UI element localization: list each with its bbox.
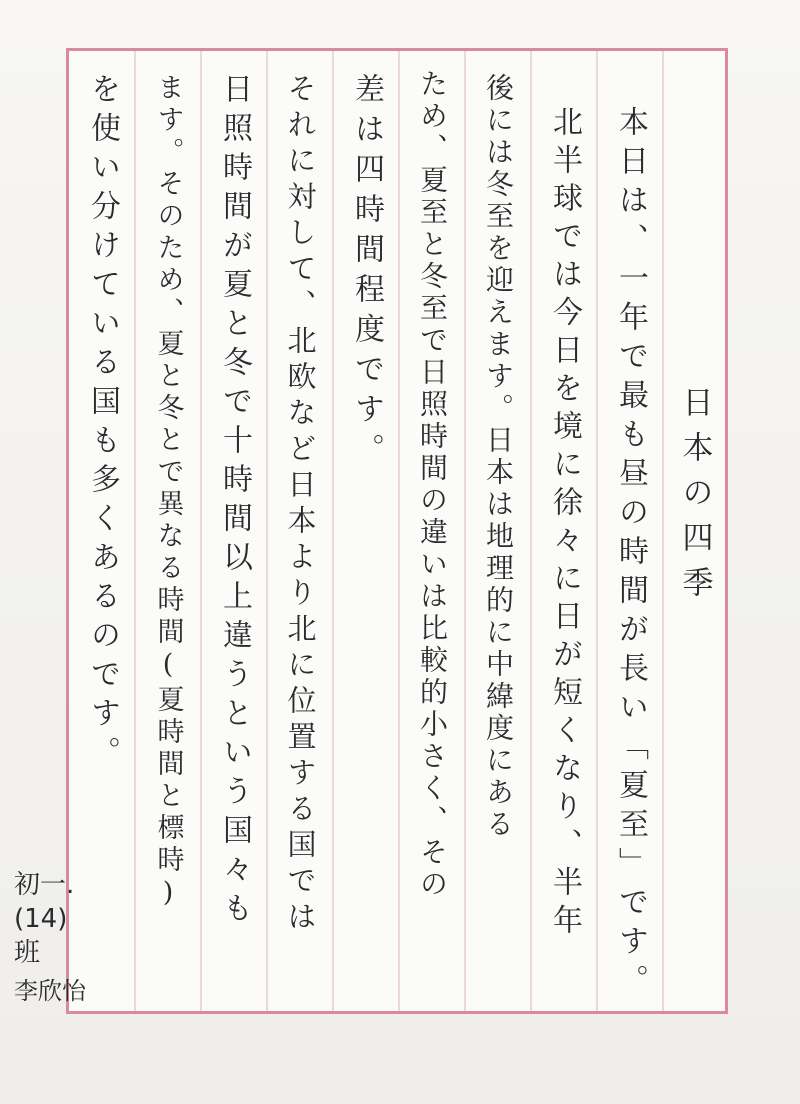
essay-column-3	[465, 51, 531, 1011]
student-info	[14, 868, 98, 1008]
essay-column-4	[399, 51, 465, 1011]
essay-column-1	[597, 51, 663, 1011]
essay-line: 後には冬至を迎えます。日本は地理的に中緯度にある	[482, 73, 515, 841]
class-suffix: 班	[14, 938, 41, 968]
class-number: (14)	[14, 904, 68, 934]
title-column	[663, 51, 725, 1011]
essay-column-5	[333, 51, 399, 1011]
essay-line: 北半球では今日を境に徐々に日が短くなり、半年	[547, 106, 582, 942]
essay-line: 日照時間が夏と冬で十時間以上違うという国々も	[217, 73, 252, 931]
class-label: 初一.	[14, 870, 75, 900]
essay-line: それに対して、北欧など日本より北に位置する国では	[283, 73, 318, 937]
student-name: 李欣怡	[14, 977, 86, 1005]
essay-line: 差は四時間程度です。	[349, 73, 384, 473]
essay-title: 日本の四季	[676, 386, 713, 611]
essay-column-6	[267, 51, 333, 1011]
essay-column-7	[201, 51, 267, 1011]
essay-column-8	[135, 51, 201, 1011]
essay-column-9	[69, 51, 135, 1011]
essay-column-2	[531, 51, 597, 1011]
essay-line: を使い分けている国も多くあるのです。	[85, 73, 120, 775]
manuscript-sheet	[66, 48, 728, 1014]
essay-line: ため、夏至と冬至で日照時間の違いは比較的小さく、その	[416, 69, 449, 901]
essay-line: ます。そのため、夏と冬とで異なる時間(夏時間と標時)	[152, 73, 184, 913]
essay-line: 本日は、一年で最も昼の時間が長い「夏至」です。	[613, 106, 648, 1003]
